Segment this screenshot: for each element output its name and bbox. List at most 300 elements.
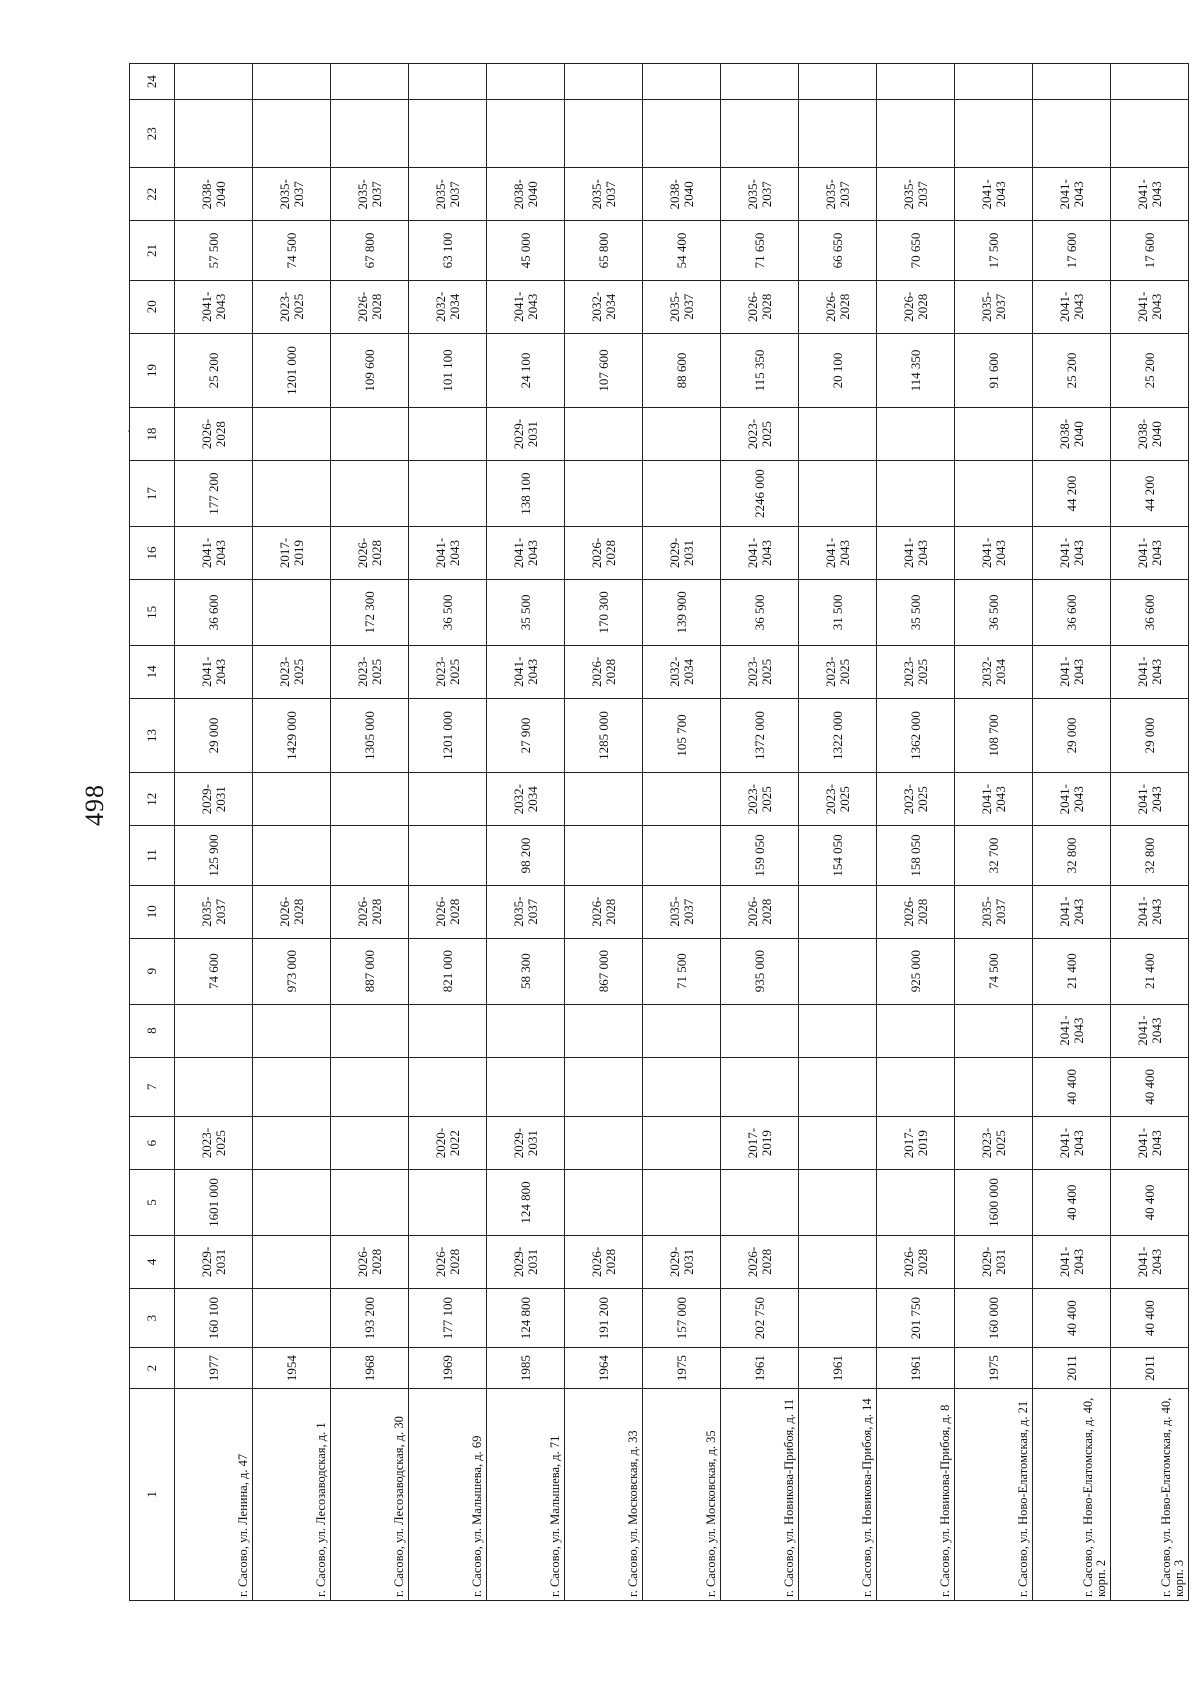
cell-period-col-10: 2035-2037: [175, 885, 253, 938]
cell-period-col-20: 2026-2028: [877, 280, 955, 333]
cell-value-col-9: 887 000: [331, 938, 409, 1004]
column-number-9: 9: [130, 938, 175, 1004]
cell-value-col-11: 32 700: [955, 826, 1033, 885]
cell-build-year: 1961: [799, 1348, 877, 1388]
cell-address: г. Сасово, ул. Новикова-Прибоя, д. 14: [799, 1388, 877, 1600]
cell-value-col-17: [877, 461, 955, 527]
cell-period-col-10: [799, 885, 877, 938]
cell-value-col-21: 45 000: [487, 221, 565, 280]
cell-period-col-16: 2041-2043: [877, 526, 955, 579]
cell-value-col-11: [643, 826, 721, 885]
cell-value-col-21: 17 500: [955, 221, 1033, 280]
cell-address: г. Сасово, ул. Новикова-Прибоя, д. 11: [721, 1388, 799, 1600]
table-body: [175, 64, 1189, 1601]
cell-value-col-13: 29 000: [1111, 698, 1189, 772]
cell-value-col-21: 71 650: [721, 221, 799, 280]
cell-period-col-14: 2023-2025: [877, 645, 955, 698]
cell-value-col-5: 1601 000: [175, 1170, 253, 1236]
cell-period-col-22: 2035-2037: [253, 168, 331, 221]
cell-value-col-5: 124 800: [487, 1170, 565, 1236]
cell-value-col-23: [175, 100, 253, 168]
cell-address: г. Сасово, ул. Малышева, д. 71: [487, 1388, 565, 1600]
cell-period-col-20: 2023-2025: [253, 280, 331, 333]
cell-value-col-17: [253, 461, 331, 527]
cell-period-col-18: [877, 408, 955, 461]
cell-period-col-16: 2041-2043: [487, 526, 565, 579]
cell-period-col-8: [721, 1004, 799, 1057]
cell-value-col-5: [253, 1170, 331, 1236]
cell-value-col-13: 27 900: [487, 698, 565, 772]
table-row: [565, 64, 643, 1601]
cell-value-col-9: 867 000: [565, 938, 643, 1004]
cell-address: г. Сасово, ул. Ново-Елатомская, д. 21: [955, 1388, 1033, 1600]
table-row: [955, 64, 1033, 1601]
cell-period-col-18: [409, 408, 487, 461]
cell-value-col-19: 25 200: [175, 333, 253, 407]
cell-value-col-19: 101 100: [409, 333, 487, 407]
cell-value-col-3: 177 100: [409, 1288, 487, 1347]
column-number-3: 3: [130, 1288, 175, 1347]
cell-value-col-7: [799, 1057, 877, 1116]
column-number-19: 19: [130, 333, 175, 407]
cell-value-col-5: [409, 1170, 487, 1236]
cell-period-col-4: 2026-2028: [877, 1235, 955, 1288]
cell-period-col-8: [877, 1004, 955, 1057]
cell-value-col-15: 36 600: [1111, 580, 1189, 646]
cell-value-col-23: [1033, 100, 1111, 168]
cell-value-col-3: 157 000: [643, 1288, 721, 1347]
cell-period-col-22: 2038-2040: [643, 168, 721, 221]
cell-period-col-10: 2035-2037: [955, 885, 1033, 938]
cell-period-col-4: 2029-2031: [955, 1235, 1033, 1288]
cell-period-col-12: 2023-2025: [799, 773, 877, 826]
cell-value-col-3: 40 400: [1033, 1288, 1111, 1347]
cell-value-col-9: 21 400: [1033, 938, 1111, 1004]
cell-value-col-11: 158 050: [877, 826, 955, 885]
repair-schedule-table: [129, 63, 1189, 1601]
cell-period-col-18: [253, 408, 331, 461]
cell-period-col-14: 2023-2025: [721, 645, 799, 698]
cell-period-col-6: 2029-2031: [487, 1117, 565, 1170]
cell-value-col-11: 154 050: [799, 826, 877, 885]
column-number-15: 15: [130, 580, 175, 646]
cell-value-col-7: [331, 1057, 409, 1116]
cell-period-col-18: [955, 408, 1033, 461]
cell-value-col-3: 160 000: [955, 1288, 1033, 1347]
cell-period-col-4: 2041-2043: [1111, 1235, 1189, 1288]
cell-period-col-10: 2041-2043: [1111, 885, 1189, 938]
cell-value-col-15: 36 600: [1033, 580, 1111, 646]
cell-value-col-24: [955, 64, 1033, 100]
table-row: [409, 64, 487, 1601]
cell-value-col-13: 29 000: [175, 698, 253, 772]
cell-period-col-4: 2026-2028: [331, 1235, 409, 1288]
cell-value-col-11: 125 900: [175, 826, 253, 885]
cell-value-col-24: [1111, 64, 1189, 100]
cell-period-col-18: 2038-2040: [1111, 408, 1189, 461]
cell-value-col-21: 67 800: [331, 221, 409, 280]
cell-period-col-16: 2041-2043: [175, 526, 253, 579]
cell-value-col-15: 31 500: [799, 580, 877, 646]
cell-value-col-5: 40 400: [1111, 1170, 1189, 1236]
cell-period-col-22: 2038-2040: [175, 168, 253, 221]
cell-value-col-9: 58 300: [487, 938, 565, 1004]
cell-value-col-24: [877, 64, 955, 100]
cell-value-col-19: 25 200: [1033, 333, 1111, 407]
cell-value-col-24: [331, 64, 409, 100]
page-number: 498: [80, 784, 109, 826]
cell-period-col-14: 2023-2025: [331, 645, 409, 698]
cell-value-col-9: 935 000: [721, 938, 799, 1004]
column-number-1: 1: [130, 1388, 175, 1600]
cell-value-col-23: [799, 100, 877, 168]
cell-period-col-22: 2035-2037: [799, 168, 877, 221]
cell-period-col-18: [643, 408, 721, 461]
column-number-14: 14: [130, 645, 175, 698]
cell-value-col-13: 1305 000: [331, 698, 409, 772]
column-number-5: 5: [130, 1170, 175, 1236]
cell-value-col-11: [331, 826, 409, 885]
cell-period-col-16: 2041-2043: [1111, 526, 1189, 579]
cell-period-col-14: 2023-2025: [409, 645, 487, 698]
table-row: [487, 64, 565, 1601]
cell-value-col-5: [565, 1170, 643, 1236]
cell-value-col-17: [799, 461, 877, 527]
table-row: [799, 64, 877, 1601]
cell-value-col-3: 191 200: [565, 1288, 643, 1347]
column-number-23: 23: [130, 100, 175, 168]
cell-period-col-16: 2017-2019: [253, 526, 331, 579]
cell-value-col-5: [331, 1170, 409, 1236]
cell-period-col-20: 2041-2043: [1033, 280, 1111, 333]
cell-value-col-13: 29 000: [1033, 698, 1111, 772]
cell-value-col-17: [331, 461, 409, 527]
cell-period-col-20: 2026-2028: [331, 280, 409, 333]
cell-value-col-11: 32 800: [1111, 826, 1189, 885]
cell-value-col-23: [487, 100, 565, 168]
cell-value-col-15: 172 300: [331, 580, 409, 646]
cell-period-col-6: 2023-2025: [175, 1117, 253, 1170]
cell-value-col-9: 21 400: [1111, 938, 1189, 1004]
cell-value-col-21: 63 100: [409, 221, 487, 280]
cell-value-col-19: 109 600: [331, 333, 409, 407]
cell-build-year: 1961: [721, 1348, 799, 1388]
cell-value-col-24: [643, 64, 721, 100]
cell-value-col-23: [565, 100, 643, 168]
cell-period-col-4: 2026-2028: [721, 1235, 799, 1288]
cell-address: г. Сасово, ул. Новикова-Прибоя, д. 8: [877, 1388, 955, 1600]
cell-build-year: 1985: [487, 1348, 565, 1388]
cell-value-col-19: 1201 000: [253, 333, 331, 407]
cell-build-year: 2011: [1033, 1348, 1111, 1388]
cell-period-col-12: [565, 773, 643, 826]
table-row: [175, 64, 253, 1601]
cell-period-col-16: 2041-2043: [799, 526, 877, 579]
cell-value-col-3: 124 800: [487, 1288, 565, 1347]
cell-value-col-19: 24 100: [487, 333, 565, 407]
column-number-2: 2: [130, 1348, 175, 1388]
cell-period-col-14: 2023-2025: [799, 645, 877, 698]
cell-period-col-12: [331, 773, 409, 826]
cell-period-col-4: 2026-2028: [565, 1235, 643, 1288]
column-number-10: 10: [130, 885, 175, 938]
cell-value-col-23: [253, 100, 331, 168]
column-number-24: 24: [130, 64, 175, 100]
cell-period-col-4: 2026-2028: [409, 1235, 487, 1288]
cell-build-year: 1954: [253, 1348, 331, 1388]
cell-value-col-17: 44 200: [1111, 461, 1189, 527]
cell-value-col-17: 44 200: [1033, 461, 1111, 527]
cell-value-col-7: [643, 1057, 721, 1116]
cell-value-col-17: [565, 461, 643, 527]
cell-period-col-22: 2035-2037: [409, 168, 487, 221]
cell-period-col-6: 2020-2022: [409, 1117, 487, 1170]
cell-period-col-6: [643, 1117, 721, 1170]
cell-period-col-14: 2041-2043: [1033, 645, 1111, 698]
cell-value-col-3: [799, 1288, 877, 1347]
cell-period-col-20: 2041-2043: [487, 280, 565, 333]
cell-value-col-21: 17 600: [1111, 221, 1189, 280]
cell-period-col-12: [409, 773, 487, 826]
cell-value-col-13: 1322 000: [799, 698, 877, 772]
cell-build-year: 2011: [1111, 1348, 1189, 1388]
cell-period-col-18: 2026-2028: [175, 408, 253, 461]
cell-period-col-12: 2029-2031: [175, 773, 253, 826]
cell-value-col-9: [799, 938, 877, 1004]
column-number-11: 11: [130, 826, 175, 885]
cell-value-col-21: 65 800: [565, 221, 643, 280]
cell-build-year: 1975: [643, 1348, 721, 1388]
cell-period-col-6: 2023-2025: [955, 1117, 1033, 1170]
cell-value-col-7: 40 400: [1111, 1057, 1189, 1116]
cell-period-col-6: 2017-2019: [721, 1117, 799, 1170]
cell-period-col-10: 2026-2028: [331, 885, 409, 938]
cell-period-col-18: [799, 408, 877, 461]
cell-period-col-12: 2041-2043: [955, 773, 1033, 826]
cell-period-col-8: [175, 1004, 253, 1057]
column-number-18: 18: [130, 408, 175, 461]
cell-value-col-21: 70 650: [877, 221, 955, 280]
cell-value-col-17: 138 100: [487, 461, 565, 527]
cell-value-col-19: 115 350: [721, 333, 799, 407]
column-number-4: 4: [130, 1235, 175, 1288]
cell-value-col-19: 20 100: [799, 333, 877, 407]
cell-value-col-3: 202 750: [721, 1288, 799, 1347]
cell-period-col-22: 2035-2037: [565, 168, 643, 221]
cell-value-col-7: 40 400: [1033, 1057, 1111, 1116]
cell-value-col-15: 36 500: [955, 580, 1033, 646]
cell-value-col-23: [643, 100, 721, 168]
cell-value-col-5: 1600 000: [955, 1170, 1033, 1236]
column-number-12: 12: [130, 773, 175, 826]
cell-period-col-20: 2026-2028: [799, 280, 877, 333]
cell-value-col-9: 925 000: [877, 938, 955, 1004]
cell-period-col-14: 2026-2028: [565, 645, 643, 698]
cell-period-col-8: [799, 1004, 877, 1057]
cell-period-col-10: 2026-2028: [565, 885, 643, 938]
column-number-16: 16: [130, 526, 175, 579]
cell-value-col-3: [253, 1288, 331, 1347]
cell-value-col-24: [175, 64, 253, 100]
cell-value-col-7: [877, 1057, 955, 1116]
cell-value-col-24: [721, 64, 799, 100]
cell-period-col-22: 2035-2037: [877, 168, 955, 221]
cell-period-col-14: 2041-2043: [1111, 645, 1189, 698]
cell-period-col-8: 2041-2043: [1111, 1004, 1189, 1057]
cell-value-col-13: 1201 000: [409, 698, 487, 772]
cell-address: г. Сасово, ул. Ленина, д. 47: [175, 1388, 253, 1600]
cell-period-col-20: 2035-2037: [643, 280, 721, 333]
cell-period-col-14: 2041-2043: [487, 645, 565, 698]
cell-period-col-14: 2023-2025: [253, 645, 331, 698]
cell-value-col-3: 160 100: [175, 1288, 253, 1347]
cell-value-col-19: 91 600: [955, 333, 1033, 407]
cell-value-col-15: 35 500: [877, 580, 955, 646]
cell-value-col-19: 114 350: [877, 333, 955, 407]
cell-value-col-17: 177 200: [175, 461, 253, 527]
cell-value-col-11: [253, 826, 331, 885]
cell-address: г. Сасово, ул. Ново-Елатомская, д. 40, корп. 2: [1033, 1388, 1111, 1600]
cell-period-col-4: 2029-2031: [487, 1235, 565, 1288]
cell-value-col-13: 105 700: [643, 698, 721, 772]
cell-period-col-22: 2041-2043: [1111, 168, 1189, 221]
cell-period-col-22: 2038-2040: [487, 168, 565, 221]
cell-period-col-12: 2032-2034: [487, 773, 565, 826]
cell-value-col-5: 40 400: [1033, 1170, 1111, 1236]
cell-period-col-16: 2026-2028: [331, 526, 409, 579]
cell-address: г. Сасово, ул. Ново-Елатомская, д. 40, корп. 3: [1111, 1388, 1189, 1600]
cell-period-col-6: 2041-2043: [1033, 1117, 1111, 1170]
cell-value-col-24: [1033, 64, 1111, 100]
cell-value-col-13: 1362 000: [877, 698, 955, 772]
cell-value-col-17: 2246 000: [721, 461, 799, 527]
cell-period-col-16: 2041-2043: [1033, 526, 1111, 579]
cell-value-col-11: [409, 826, 487, 885]
cell-period-col-18: 2023-2025: [721, 408, 799, 461]
column-number-6: 6: [130, 1117, 175, 1170]
cell-value-col-15: 35 500: [487, 580, 565, 646]
cell-period-col-16: 2026-2028: [565, 526, 643, 579]
cell-period-col-18: [331, 408, 409, 461]
cell-period-col-8: [643, 1004, 721, 1057]
cell-period-col-20: 2032-2034: [409, 280, 487, 333]
table-row: [877, 64, 955, 1601]
cell-value-col-19: 25 200: [1111, 333, 1189, 407]
cell-value-col-9: 74 500: [955, 938, 1033, 1004]
cell-period-col-6: [799, 1117, 877, 1170]
cell-value-col-11: 98 200: [487, 826, 565, 885]
cell-value-col-11: 32 800: [1033, 826, 1111, 885]
cell-value-col-13: 1285 000: [565, 698, 643, 772]
column-number-20: 20: [130, 280, 175, 333]
cell-period-col-16: 2041-2043: [409, 526, 487, 579]
column-number-22: 22: [130, 168, 175, 221]
cell-value-col-15: 36 500: [409, 580, 487, 646]
cell-build-year: 1977: [175, 1348, 253, 1388]
cell-period-col-16: 2029-2031: [643, 526, 721, 579]
cell-period-col-14: 2041-2043: [175, 645, 253, 698]
column-number-row: [130, 64, 175, 1601]
cell-value-col-21: 54 400: [643, 221, 721, 280]
cell-period-col-14: 2032-2034: [643, 645, 721, 698]
cell-value-col-23: [409, 100, 487, 168]
cell-value-col-7: [565, 1057, 643, 1116]
cell-value-col-17: [955, 461, 1033, 527]
cell-value-col-9: 74 600: [175, 938, 253, 1004]
cell-value-col-19: 107 600: [565, 333, 643, 407]
cell-period-col-10: 2026-2028: [877, 885, 955, 938]
cell-period-col-4: [253, 1235, 331, 1288]
cell-value-col-15: 36 600: [175, 580, 253, 646]
cell-period-col-16: 2041-2043: [955, 526, 1033, 579]
cell-value-col-7: [175, 1057, 253, 1116]
cell-period-col-18: 2038-2040: [1033, 408, 1111, 461]
cell-address: г. Сасово, ул. Малышева, д. 69: [409, 1388, 487, 1600]
cell-value-col-7: [955, 1057, 1033, 1116]
cell-value-col-17: [409, 461, 487, 527]
cell-value-col-23: [331, 100, 409, 168]
table-row: [253, 64, 331, 1601]
cell-period-col-20: 2041-2043: [175, 280, 253, 333]
cell-value-col-11: 159 050: [721, 826, 799, 885]
cell-value-col-13: 108 700: [955, 698, 1033, 772]
cell-value-col-7: [409, 1057, 487, 1116]
cell-value-col-19: 88 600: [643, 333, 721, 407]
table-row: [1033, 64, 1111, 1601]
cell-value-col-5: [643, 1170, 721, 1236]
cell-value-col-15: [253, 580, 331, 646]
cell-value-col-24: [253, 64, 331, 100]
table-row: [1111, 64, 1189, 1601]
cell-build-year: 1964: [565, 1348, 643, 1388]
cell-period-col-10: 2026-2028: [721, 885, 799, 938]
cell-value-col-23: [955, 100, 1033, 168]
cell-period-col-8: [253, 1004, 331, 1057]
cell-value-col-15: 36 500: [721, 580, 799, 646]
cell-address: г. Сасово, ул. Лесозаводская, д. 1: [253, 1388, 331, 1600]
cell-period-col-14: 2032-2034: [955, 645, 1033, 698]
table-frame: [129, 63, 1189, 1601]
cell-period-col-10: 2026-2028: [409, 885, 487, 938]
cell-period-col-10: 2035-2037: [643, 885, 721, 938]
cell-period-col-16: 2041-2043: [721, 526, 799, 579]
cell-value-col-21: 66 650: [799, 221, 877, 280]
cell-value-col-7: [487, 1057, 565, 1116]
cell-period-col-22: 2035-2037: [721, 168, 799, 221]
cell-value-col-21: 74 500: [253, 221, 331, 280]
cell-period-col-22: 2041-2043: [1033, 168, 1111, 221]
cell-value-col-9: 973 000: [253, 938, 331, 1004]
cell-value-col-5: [721, 1170, 799, 1236]
column-number-21: 21: [130, 221, 175, 280]
cell-period-col-12: 2041-2043: [1033, 773, 1111, 826]
cell-value-col-24: [799, 64, 877, 100]
cell-period-col-6: [331, 1117, 409, 1170]
cell-value-col-23: [721, 100, 799, 168]
cell-value-col-23: [1111, 100, 1189, 168]
cell-period-col-20: 2026-2028: [721, 280, 799, 333]
cell-build-year: 1969: [409, 1348, 487, 1388]
cell-period-col-12: [253, 773, 331, 826]
cell-value-col-3: 40 400: [1111, 1288, 1189, 1347]
column-number-17: 17: [130, 461, 175, 527]
cell-value-col-3: 193 200: [331, 1288, 409, 1347]
cell-period-col-6: 2017-2019: [877, 1117, 955, 1170]
cell-build-year: 1968: [331, 1348, 409, 1388]
cell-value-col-5: [877, 1170, 955, 1236]
cell-period-col-18: 2029-2031: [487, 408, 565, 461]
cell-value-col-11: [565, 826, 643, 885]
